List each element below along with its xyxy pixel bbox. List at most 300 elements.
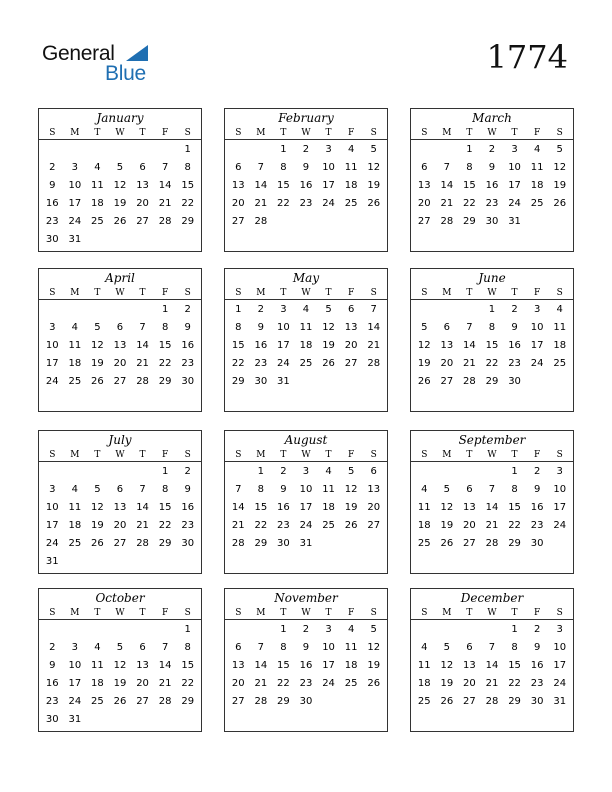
day-cell: 30 <box>299 696 313 707</box>
day-cell: 16 <box>485 180 499 191</box>
day-cell: 9 <box>280 484 287 495</box>
day-cell: 26 <box>91 538 104 549</box>
weekday-label: W <box>487 450 497 460</box>
day-cell: 28 <box>254 216 268 227</box>
day-cell: 1 <box>184 144 191 155</box>
day-cell: 21 <box>136 520 149 531</box>
day-cell: 10 <box>299 484 313 495</box>
day-blank <box>458 301 481 319</box>
day-cell: 15 <box>181 180 195 191</box>
day-cell: 16 <box>299 180 313 191</box>
day-cell: 4 <box>347 144 355 155</box>
weekday-header <box>411 607 573 620</box>
day-cell: 14 <box>367 322 381 333</box>
day-cell: 25 <box>344 198 358 209</box>
weekday-label: W <box>487 288 497 298</box>
day-cell: 15 <box>158 340 172 351</box>
month-june <box>410 268 574 412</box>
day-cell: 19 <box>113 678 127 689</box>
day-cell: 22 <box>277 198 290 209</box>
day-cell: 17 <box>553 502 567 513</box>
day-blank <box>413 463 436 481</box>
day-cell: 21 <box>485 520 499 531</box>
day-cell: 2 <box>280 466 287 477</box>
day-cell: 24 <box>299 520 313 531</box>
day-cell: 3 <box>325 144 332 155</box>
weekday-label: M <box>442 288 452 298</box>
day-cell: 29 <box>463 216 476 227</box>
day-cell: 15 <box>181 660 195 671</box>
day-cell: 27 <box>344 358 358 369</box>
day-blank <box>86 621 109 639</box>
day-cell: 3 <box>280 304 287 315</box>
day-cell: 18 <box>417 678 431 689</box>
day-cell: 24 <box>322 198 335 209</box>
day-blank <box>41 621 64 639</box>
day-cell: 20 <box>136 678 149 689</box>
day-cell: 22 <box>463 198 476 209</box>
weekday-label: T <box>325 288 332 298</box>
day-blank <box>154 621 177 639</box>
weekday-label: M <box>442 450 452 460</box>
day-cell: 24 <box>45 376 59 387</box>
day-cell: 30 <box>485 216 499 227</box>
weekday-label: T <box>94 288 101 298</box>
day-cell: 9 <box>49 180 56 191</box>
day-cell: 23 <box>530 678 544 689</box>
weekday-header <box>39 607 201 620</box>
month-title: November <box>274 591 338 605</box>
day-cell: 1 <box>488 304 496 315</box>
day-cell: 29 <box>231 376 245 387</box>
weekday-label: W <box>301 288 311 298</box>
day-blank <box>458 621 481 639</box>
day-cell: 11 <box>417 502 431 513</box>
day-grid <box>411 140 573 231</box>
day-cell: 8 <box>161 484 169 495</box>
day-cell: 16 <box>181 502 195 513</box>
day-cell: 29 <box>485 376 499 387</box>
day-cell: 10 <box>322 162 335 173</box>
day-cell: 20 <box>113 520 127 531</box>
day-cell: 18 <box>344 180 358 191</box>
day-cell: 20 <box>367 502 381 513</box>
day-cell: 21 <box>254 678 268 689</box>
day-cell: 19 <box>440 678 454 689</box>
day-cell: 18 <box>91 198 104 209</box>
weekday-label: T <box>466 608 473 618</box>
day-cell: 1 <box>235 304 242 315</box>
day-cell: 6 <box>370 466 377 477</box>
day-cell: 26 <box>113 216 127 227</box>
weekday-label: F <box>162 450 169 460</box>
weekday-label: W <box>301 128 311 138</box>
day-cell: 9 <box>302 162 310 173</box>
day-cell: 6 <box>235 162 242 173</box>
day-cell: 3 <box>556 624 563 635</box>
day-cell: 1 <box>161 304 169 315</box>
day-cell: 31 <box>45 556 59 567</box>
day-cell: 1 <box>511 466 518 477</box>
month-title: May <box>292 271 320 285</box>
day-cell: 5 <box>116 162 124 173</box>
brand-logo <box>42 40 162 88</box>
day-cell: 12 <box>113 660 127 671</box>
weekday-label: T <box>139 608 146 618</box>
day-cell: 8 <box>280 642 287 653</box>
day-cell: 22 <box>158 520 172 531</box>
day-cell: 7 <box>466 322 473 333</box>
month-october <box>38 588 202 732</box>
weekday-label: F <box>162 128 169 138</box>
day-cell: 21 <box>463 358 476 369</box>
day-cell: 17 <box>45 520 59 531</box>
day-cell: 22 <box>181 678 195 689</box>
day-cell: 13 <box>463 660 476 671</box>
day-cell: 27 <box>463 538 476 549</box>
weekday-label: T <box>139 128 146 138</box>
day-cell: 25 <box>91 696 104 707</box>
day-cell: 10 <box>322 642 335 653</box>
weekday-label: S <box>556 128 563 138</box>
day-cell: 28 <box>158 696 172 707</box>
day-cell: 24 <box>553 678 567 689</box>
day-cell: 12 <box>113 180 127 191</box>
day-cell: 2 <box>184 304 191 315</box>
day-blank <box>250 141 273 159</box>
weekday-label: F <box>162 288 169 298</box>
day-cell: 30 <box>45 234 59 245</box>
day-cell: 1 <box>511 624 518 635</box>
day-cell: 18 <box>68 520 82 531</box>
day-cell: 29 <box>181 216 195 227</box>
day-cell: 31 <box>299 538 313 549</box>
day-cell: 4 <box>71 484 79 495</box>
day-cell: 2 <box>511 304 518 315</box>
day-cell: 13 <box>231 660 245 671</box>
day-cell: 4 <box>71 322 79 333</box>
day-cell: 14 <box>158 660 172 671</box>
weekday-label: M <box>442 128 452 138</box>
day-cell: 18 <box>68 358 82 369</box>
day-cell: 29 <box>508 696 521 707</box>
day-cell: 9 <box>302 642 310 653</box>
day-cell: 15 <box>254 502 268 513</box>
weekday-label: M <box>442 608 452 618</box>
day-cell: 21 <box>231 520 245 531</box>
day-cell: 9 <box>488 162 496 173</box>
day-cell: 31 <box>68 234 82 245</box>
day-cell: 17 <box>322 660 335 671</box>
day-cell: 25 <box>299 358 313 369</box>
day-blank <box>41 463 64 481</box>
day-cell: 3 <box>71 162 79 173</box>
weekday-header <box>225 287 387 300</box>
day-cell: 24 <box>45 538 59 549</box>
weekday-label: M <box>256 450 266 460</box>
day-cell: 23 <box>181 358 195 369</box>
day-cell: 1 <box>280 624 287 635</box>
weekday-header <box>225 449 387 462</box>
day-cell: 17 <box>530 340 544 351</box>
day-cell: 29 <box>158 538 172 549</box>
day-cell: 22 <box>508 520 521 531</box>
day-cell: 19 <box>553 180 567 191</box>
day-cell: 3 <box>325 624 332 635</box>
day-cell: 3 <box>302 466 310 477</box>
day-cell: 24 <box>530 358 544 369</box>
day-cell: 2 <box>533 624 541 635</box>
day-cell: 20 <box>113 358 127 369</box>
day-cell: 13 <box>136 180 149 191</box>
day-cell: 25 <box>68 376 82 387</box>
day-cell: 8 <box>280 162 287 173</box>
weekday-label: F <box>348 288 355 298</box>
day-cell: 23 <box>45 216 59 227</box>
day-cell: 8 <box>488 322 496 333</box>
weekday-label: S <box>235 128 242 138</box>
day-blank <box>250 621 273 639</box>
day-cell: 21 <box>485 678 499 689</box>
day-cell: 15 <box>508 660 521 671</box>
day-cell: 20 <box>231 678 245 689</box>
weekday-label: T <box>325 450 332 460</box>
day-cell: 16 <box>254 340 268 351</box>
month-february <box>224 108 388 252</box>
day-cell: 21 <box>440 198 454 209</box>
day-cell: 14 <box>136 502 149 513</box>
day-cell: 26 <box>553 198 567 209</box>
weekday-label: T <box>466 450 473 460</box>
day-cell: 10 <box>277 322 290 333</box>
day-cell: 20 <box>136 198 149 209</box>
day-cell: 21 <box>254 198 268 209</box>
weekday-label: S <box>184 450 191 460</box>
day-cell: 9 <box>533 484 541 495</box>
calendar-grid <box>38 108 575 732</box>
weekday-label: T <box>511 450 518 460</box>
day-blank <box>131 301 154 319</box>
month-title: January <box>96 111 144 125</box>
day-grid <box>411 300 573 391</box>
weekday-label: S <box>235 450 242 460</box>
day-cell: 7 <box>443 162 451 173</box>
day-cell: 12 <box>367 642 381 653</box>
day-cell: 19 <box>367 660 381 671</box>
day-cell: 18 <box>530 180 544 191</box>
day-cell: 23 <box>277 520 290 531</box>
month-title: June <box>478 271 506 285</box>
day-blank <box>436 141 459 159</box>
day-cell: 1 <box>161 466 169 477</box>
day-cell: 23 <box>254 358 268 369</box>
weekday-label: F <box>534 608 541 618</box>
weekday-header <box>39 287 201 300</box>
day-blank <box>109 463 132 481</box>
weekday-label: T <box>511 608 518 618</box>
day-cell: 11 <box>91 660 104 671</box>
weekday-label: M <box>256 608 266 618</box>
day-cell: 29 <box>277 696 290 707</box>
day-cell: 2 <box>257 304 265 315</box>
month-title: August <box>284 433 328 447</box>
weekday-label: W <box>301 608 311 618</box>
weekday-label: T <box>94 128 101 138</box>
weekday-label: M <box>70 288 80 298</box>
day-cell: 7 <box>161 642 169 653</box>
month-july <box>38 430 202 574</box>
day-cell: 29 <box>158 376 172 387</box>
weekday-label: T <box>280 450 287 460</box>
day-cell: 15 <box>463 180 476 191</box>
day-cell: 25 <box>417 538 431 549</box>
day-cell: 6 <box>116 484 124 495</box>
day-cell: 25 <box>344 678 358 689</box>
weekday-label: S <box>421 450 428 460</box>
day-grid <box>39 300 201 391</box>
brand-word-blue: Blue <box>105 62 146 85</box>
weekday-label: T <box>511 128 518 138</box>
month-november <box>224 588 388 732</box>
weekday-label: M <box>256 128 266 138</box>
day-grid <box>225 140 387 231</box>
day-cell: 23 <box>530 520 544 531</box>
day-cell: 4 <box>347 624 355 635</box>
day-cell: 28 <box>463 376 476 387</box>
day-cell: 16 <box>530 660 544 671</box>
weekday-label: S <box>421 288 428 298</box>
weekday-label: T <box>466 288 473 298</box>
day-blank <box>413 301 436 319</box>
day-cell: 31 <box>508 216 521 227</box>
weekday-header <box>411 127 573 140</box>
day-cell: 3 <box>533 304 541 315</box>
month-september <box>410 430 574 574</box>
day-cell: 28 <box>254 696 268 707</box>
day-cell: 19 <box>113 198 127 209</box>
weekday-label: S <box>370 450 377 460</box>
day-cell: 9 <box>257 322 265 333</box>
day-cell: 28 <box>158 216 172 227</box>
month-title: October <box>95 591 145 605</box>
day-cell: 15 <box>158 502 172 513</box>
weekday-label: W <box>115 608 125 618</box>
weekday-label: F <box>348 128 355 138</box>
day-cell: 17 <box>553 660 567 671</box>
weekday-label: W <box>487 128 497 138</box>
day-blank <box>131 141 154 159</box>
month-title: April <box>105 271 135 285</box>
day-cell: 27 <box>113 538 127 549</box>
day-cell: 17 <box>45 358 59 369</box>
day-cell: 20 <box>440 358 454 369</box>
day-cell: 21 <box>136 358 149 369</box>
day-cell: 10 <box>68 180 82 191</box>
day-cell: 16 <box>530 502 544 513</box>
day-cell: 18 <box>299 340 313 351</box>
day-cell: 2 <box>302 144 310 155</box>
day-cell: 22 <box>181 198 195 209</box>
day-cell: 28 <box>440 216 454 227</box>
day-cell: 19 <box>440 520 454 531</box>
weekday-header <box>225 607 387 620</box>
day-cell: 27 <box>231 696 245 707</box>
day-cell: 12 <box>553 162 567 173</box>
day-cell: 1 <box>280 144 287 155</box>
month-title: February <box>278 111 334 125</box>
day-cell: 4 <box>94 642 101 653</box>
day-cell: 21 <box>158 198 172 209</box>
weekday-label: S <box>556 608 563 618</box>
day-cell: 24 <box>508 198 521 209</box>
day-cell: 15 <box>277 180 290 191</box>
day-cell: 8 <box>511 484 518 495</box>
day-cell: 7 <box>139 484 146 495</box>
day-blank <box>109 301 132 319</box>
day-cell: 5 <box>116 642 124 653</box>
day-cell: 21 <box>158 678 172 689</box>
weekday-label: W <box>301 450 311 460</box>
day-cell: 16 <box>181 340 195 351</box>
day-cell: 6 <box>235 642 242 653</box>
day-blank <box>64 463 87 481</box>
day-cell: 8 <box>235 322 242 333</box>
weekday-header <box>39 127 201 140</box>
month-march <box>410 108 574 252</box>
day-cell: 11 <box>68 502 82 513</box>
weekday-label: F <box>534 450 541 460</box>
day-cell: 8 <box>466 162 473 173</box>
day-cell: 8 <box>184 162 191 173</box>
day-cell: 30 <box>181 376 195 387</box>
day-cell: 22 <box>508 678 521 689</box>
day-cell: 7 <box>257 162 265 173</box>
day-cell: 24 <box>322 678 335 689</box>
day-blank <box>86 463 109 481</box>
brand-triangle-icon <box>126 45 148 61</box>
day-cell: 12 <box>91 340 104 351</box>
day-cell: 20 <box>463 678 476 689</box>
day-cell: 24 <box>68 216 82 227</box>
day-cell: 7 <box>370 304 377 315</box>
day-cell: 30 <box>45 714 59 725</box>
day-cell: 27 <box>113 376 127 387</box>
day-cell: 11 <box>91 180 104 191</box>
day-cell: 5 <box>443 642 451 653</box>
day-cell: 10 <box>45 340 59 351</box>
weekday-label: S <box>421 608 428 618</box>
day-cell: 19 <box>367 180 381 191</box>
day-grid <box>39 140 201 249</box>
month-title: December <box>460 591 524 605</box>
day-cell: 20 <box>344 340 358 351</box>
day-cell: 9 <box>49 660 56 671</box>
day-cell: 28 <box>136 538 149 549</box>
weekday-label: W <box>487 608 497 618</box>
day-blank <box>436 301 459 319</box>
day-cell: 28 <box>136 376 149 387</box>
day-blank <box>413 621 436 639</box>
day-cell: 23 <box>508 358 521 369</box>
day-cell: 9 <box>511 322 518 333</box>
day-cell: 27 <box>136 696 149 707</box>
day-cell: 26 <box>344 520 358 531</box>
day-cell: 8 <box>257 484 265 495</box>
day-blank <box>436 463 459 481</box>
day-grid <box>411 620 573 711</box>
day-cell: 22 <box>485 358 499 369</box>
day-cell: 12 <box>91 502 104 513</box>
